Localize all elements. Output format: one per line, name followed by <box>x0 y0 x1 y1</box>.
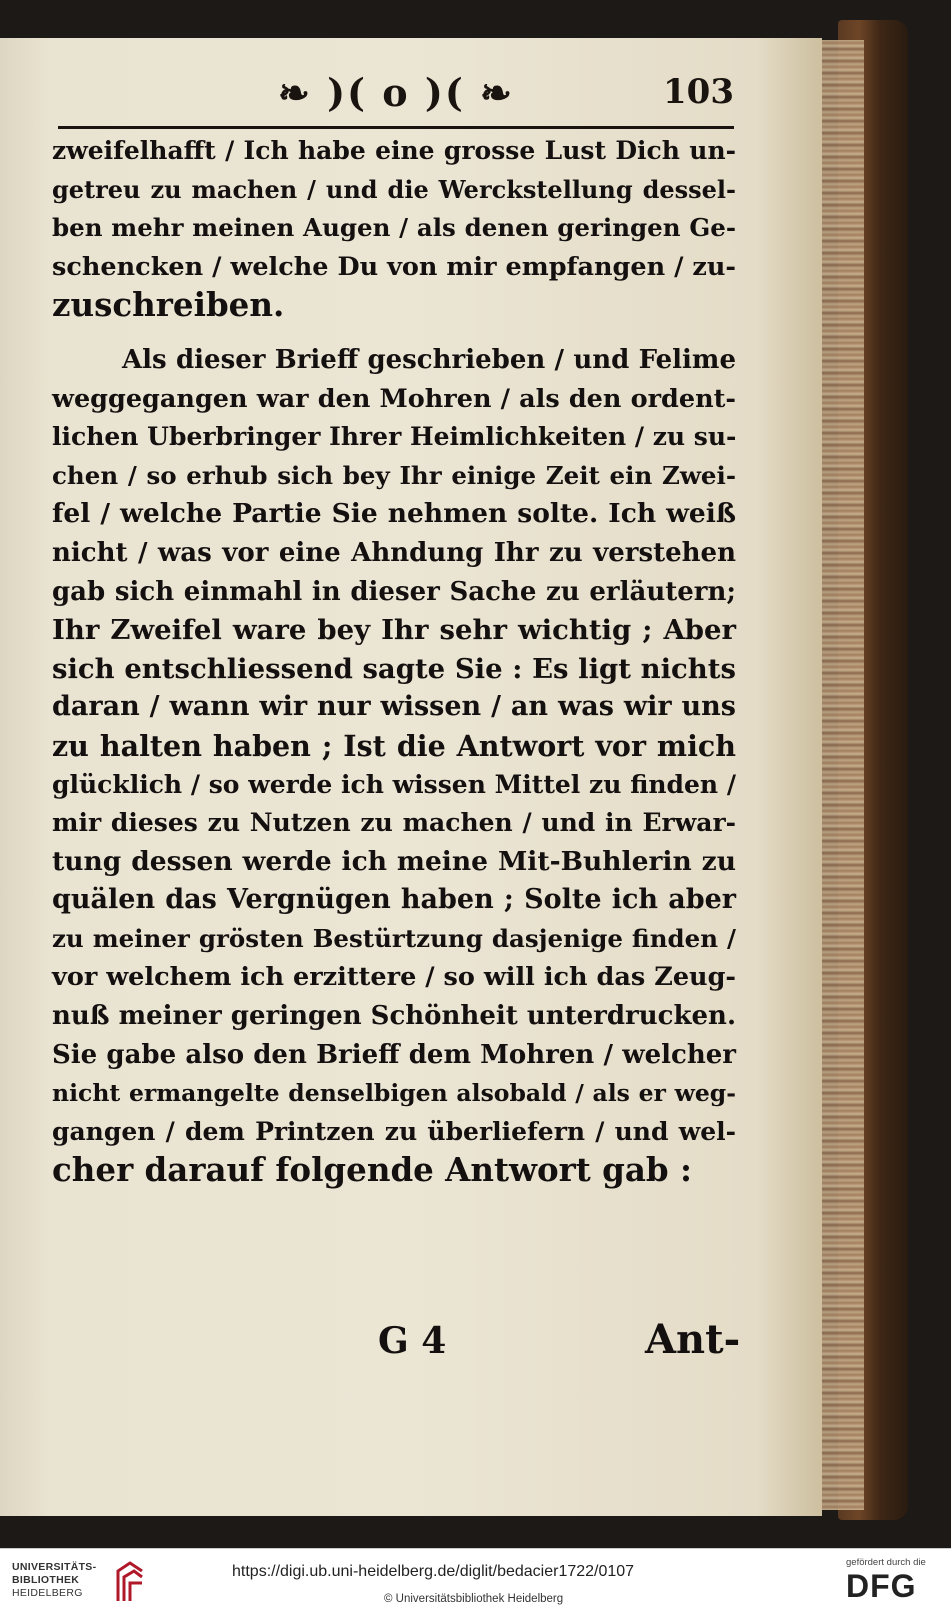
header-rule <box>58 126 734 129</box>
text-line: vor welchem ich erzittere / so will ich das Zeug- <box>52 962 736 993</box>
text-line: Sie gabe also den Brieff dem Mohren / welcher <box>52 1039 736 1070</box>
text-line: zuschreiben. <box>52 285 285 325</box>
text-line: weggegangen war den Mohren / als den ordent- <box>52 383 736 414</box>
text-line: zweifelhafft / Ich habe eine grosse Lust Dich un- <box>52 136 736 165</box>
text-line: tung dessen werde ich meine Mit-Buhlerin zu <box>52 845 736 877</box>
text-line: glücklich / so werde ich wissen Mittel zu finden / <box>52 769 736 799</box>
text-line: sich entschliessend sagte Sie : Es ligt nichts <box>52 652 736 685</box>
text-line: nicht / was vor eine Ahndung Ihr zu verstehen <box>52 537 736 568</box>
text-line: getreu zu machen / und die Werckstellung dessel- <box>52 174 736 204</box>
text-line: schencken / welche Du von mir empfangen / zu- <box>52 251 736 282</box>
text-line: quälen das Vergnügen haben ; Solte ich aber <box>52 884 736 916</box>
text-line: chen / so erhub sich bey Ihr einige Zeit ein Zwei- <box>52 460 736 490</box>
text-line: fel / welche Partie Sie nehmen solte. Ich weiß <box>52 498 736 530</box>
running-header <box>58 70 734 122</box>
text-line: Als dieser Brieff geschrieben / und Felime <box>122 344 736 375</box>
ub-heidelberg-logo[interactable] <box>12 1561 162 1609</box>
logo-line: UNIVERSITÄTS- <box>12 1561 97 1573</box>
library-footer-bar <box>0 1548 951 1618</box>
text-line: gab sich einmahl in dieser Sache zu erläutern; <box>52 576 736 607</box>
text-line: mir dieses zu Nutzen zu machen / und in Erwar- <box>52 808 736 838</box>
ub-logo-mark-icon <box>112 1561 148 1603</box>
text-line: nuß meiner geringen Schönheit unterdrucken. <box>52 1001 736 1032</box>
permalink-url[interactable]: https://digi.ub.uni-heidelberg.de/diglit/bedacier1722/0107 <box>232 1563 635 1580</box>
text-line: zu halten haben ; Ist die Antwort vor mich <box>52 728 736 763</box>
logo-line: HEIDELBERG <box>12 1587 83 1599</box>
body-text <box>52 132 736 1190</box>
signature-mark: G 4 <box>378 1320 447 1362</box>
text-line: gangen / dem Printzen zu überliefern / und wel- <box>52 1116 736 1146</box>
catchword: Ant- <box>645 1316 741 1363</box>
text-line: zu meiner grösten Bestürtzung dasjenige finden / <box>52 923 736 953</box>
dfg-logo[interactable] <box>846 1557 946 1604</box>
dfg-funding-note: gefördert durch die <box>846 1557 926 1568</box>
text-line: cher darauf folgende Antwort gab : <box>52 1150 692 1190</box>
page-edges <box>818 40 864 1510</box>
text-line: nicht ermangelte denselbigen alsobald / als er weg- <box>52 1079 736 1108</box>
header-ornament: ❧ )( o )( ❧ <box>278 70 514 115</box>
logo-line: BIBLIOTHEK <box>12 1574 80 1586</box>
text-line: ben mehr meinen Augen / als denen geringen Ge- <box>52 213 736 243</box>
text-line: daran / wann wir nur wissen / an was wir uns <box>52 691 736 723</box>
text-line: lichen Uberbringer Ihrer Heimlichkeiten / zu su- <box>52 422 737 452</box>
text-line: Ihr Zweifel ware bey Ihr sehr wichtig ; Aber <box>52 614 736 647</box>
paragraph-gap <box>52 325 736 341</box>
dfg-wordmark: DFG <box>846 1568 917 1604</box>
copyright-notice: © Universitätsbibliothek Heidelberg <box>384 1593 564 1605</box>
page-number: 103 <box>663 72 734 112</box>
